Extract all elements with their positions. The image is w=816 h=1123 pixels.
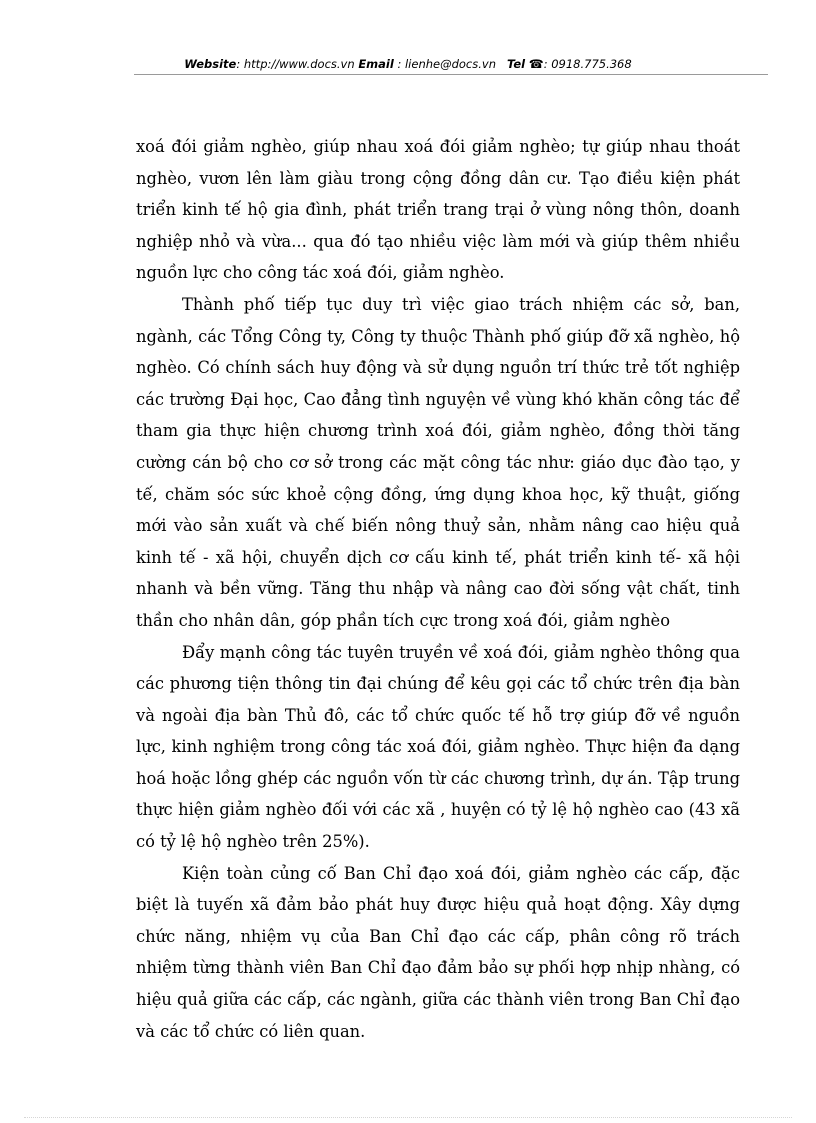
paragraph: Thành phố tiếp tục duy trì việc giao trách nhiệm các sở, ban, ngành, các Tổng Công ty, Công ty thuộc Thành phố giúp đỡ xã nghèo, hộ nghèo. Có chính sách huy động và sử dụng nguồn trí thức trẻ tốt nghiệp các trường Đại học, Cao đẳng tình nguyện về vùng khó khăn công tác để tham gia thực hiện chương trình xoá đói, giảm nghèo, đồng thời tăng cường cán bộ cho cơ sở trong các mặt công tác như: giáo dục đào tạo, y tế, chăm sóc sức khoẻ cộng đồng, ứng dụng khoa học, kỹ thuật, giống mới vào sản xuất và chế biến nông thuỷ sản, nhằm nâng cao hiệu quả kinh tế - xã hội, chuyển dịch cơ cấu kinh tế, phát triển kinh tế- xã hội nhanh và bền vững. Tăng thu nhập và nâng cao đời sống vật chất, tinh thần cho nhân dân, góp phần tích cực trong xoá đói, giảm nghèo [136,294,740,630]
website-label: Website [184,57,237,71]
page-header [0,57,816,71]
website-url[interactable]: : http://www.docs.vn [236,57,355,71]
footer-divider [24,1117,792,1118]
paragraph: Kiện toàn củng cố Ban Chỉ đạo xoá đói, giảm nghèo các cấp, đặc biệt là tuyến xã đảm bảo phát huy được hiệu quả hoạt động. Xây dựng chức năng, nhiệm vụ của Ban Chỉ đạo các cấp, phân công rõ trách nhiệm từng thành viên Ban Chỉ đạo đảm bảo sự phối hợp nhịp nhàng, có hiệu quả giữa các cấp, các ngành, giữa các thành viên trong Ban Chỉ đạo và các tổ chức có liên quan. [136,863,740,1041]
email-address[interactable]: : lienhe@docs.vn [393,57,496,71]
header-divider [134,74,768,75]
phone-icon: ☎ [528,57,544,71]
email-label: Email [358,57,394,71]
tel-number: : 0918.775.368 [543,57,632,71]
paragraph: xoá đói giảm nghèo, giúp nhau xoá đói giảm nghèo; tự giúp nhau thoát nghèo, vươn lên làm giàu trong cộng đồng dân cư. Tạo điều kiện phát triển kinh tế hộ gia đình, phát triển trang trại ở vùng nông thôn, doanh nghiệp nhỏ và vừa... qua đó tạo nhiều việc làm mới và giúp thêm nhiều nguồn lực cho công tác xoá đói, giảm nghèo. [136,137,740,283]
document-body [136,131,740,1047]
paragraph: Đẩy mạnh công tác tuyên truyền về xoá đói, giảm nghèo thông qua các phương tiện thông tin đại chúng để kêu gọi các tổ chức trên địa bàn và ngoài địa bàn Thủ đô, các tổ chức quốc tế hỗ trợ giúp đỡ về nguồn lực, kinh nghiệm trong công tác xoá đói, giảm nghèo. Thực hiện đa dạng hoá hoặc lồng ghép các nguồn vốn từ các chương trình, dự án. Tập trung thực hiện giảm nghèo đối với các xã , huyện có tỷ lệ hộ nghèo cao (43 xã có tỷ lệ hộ nghèo trên 25%). [136,642,740,852]
tel-label: Tel [506,57,526,71]
